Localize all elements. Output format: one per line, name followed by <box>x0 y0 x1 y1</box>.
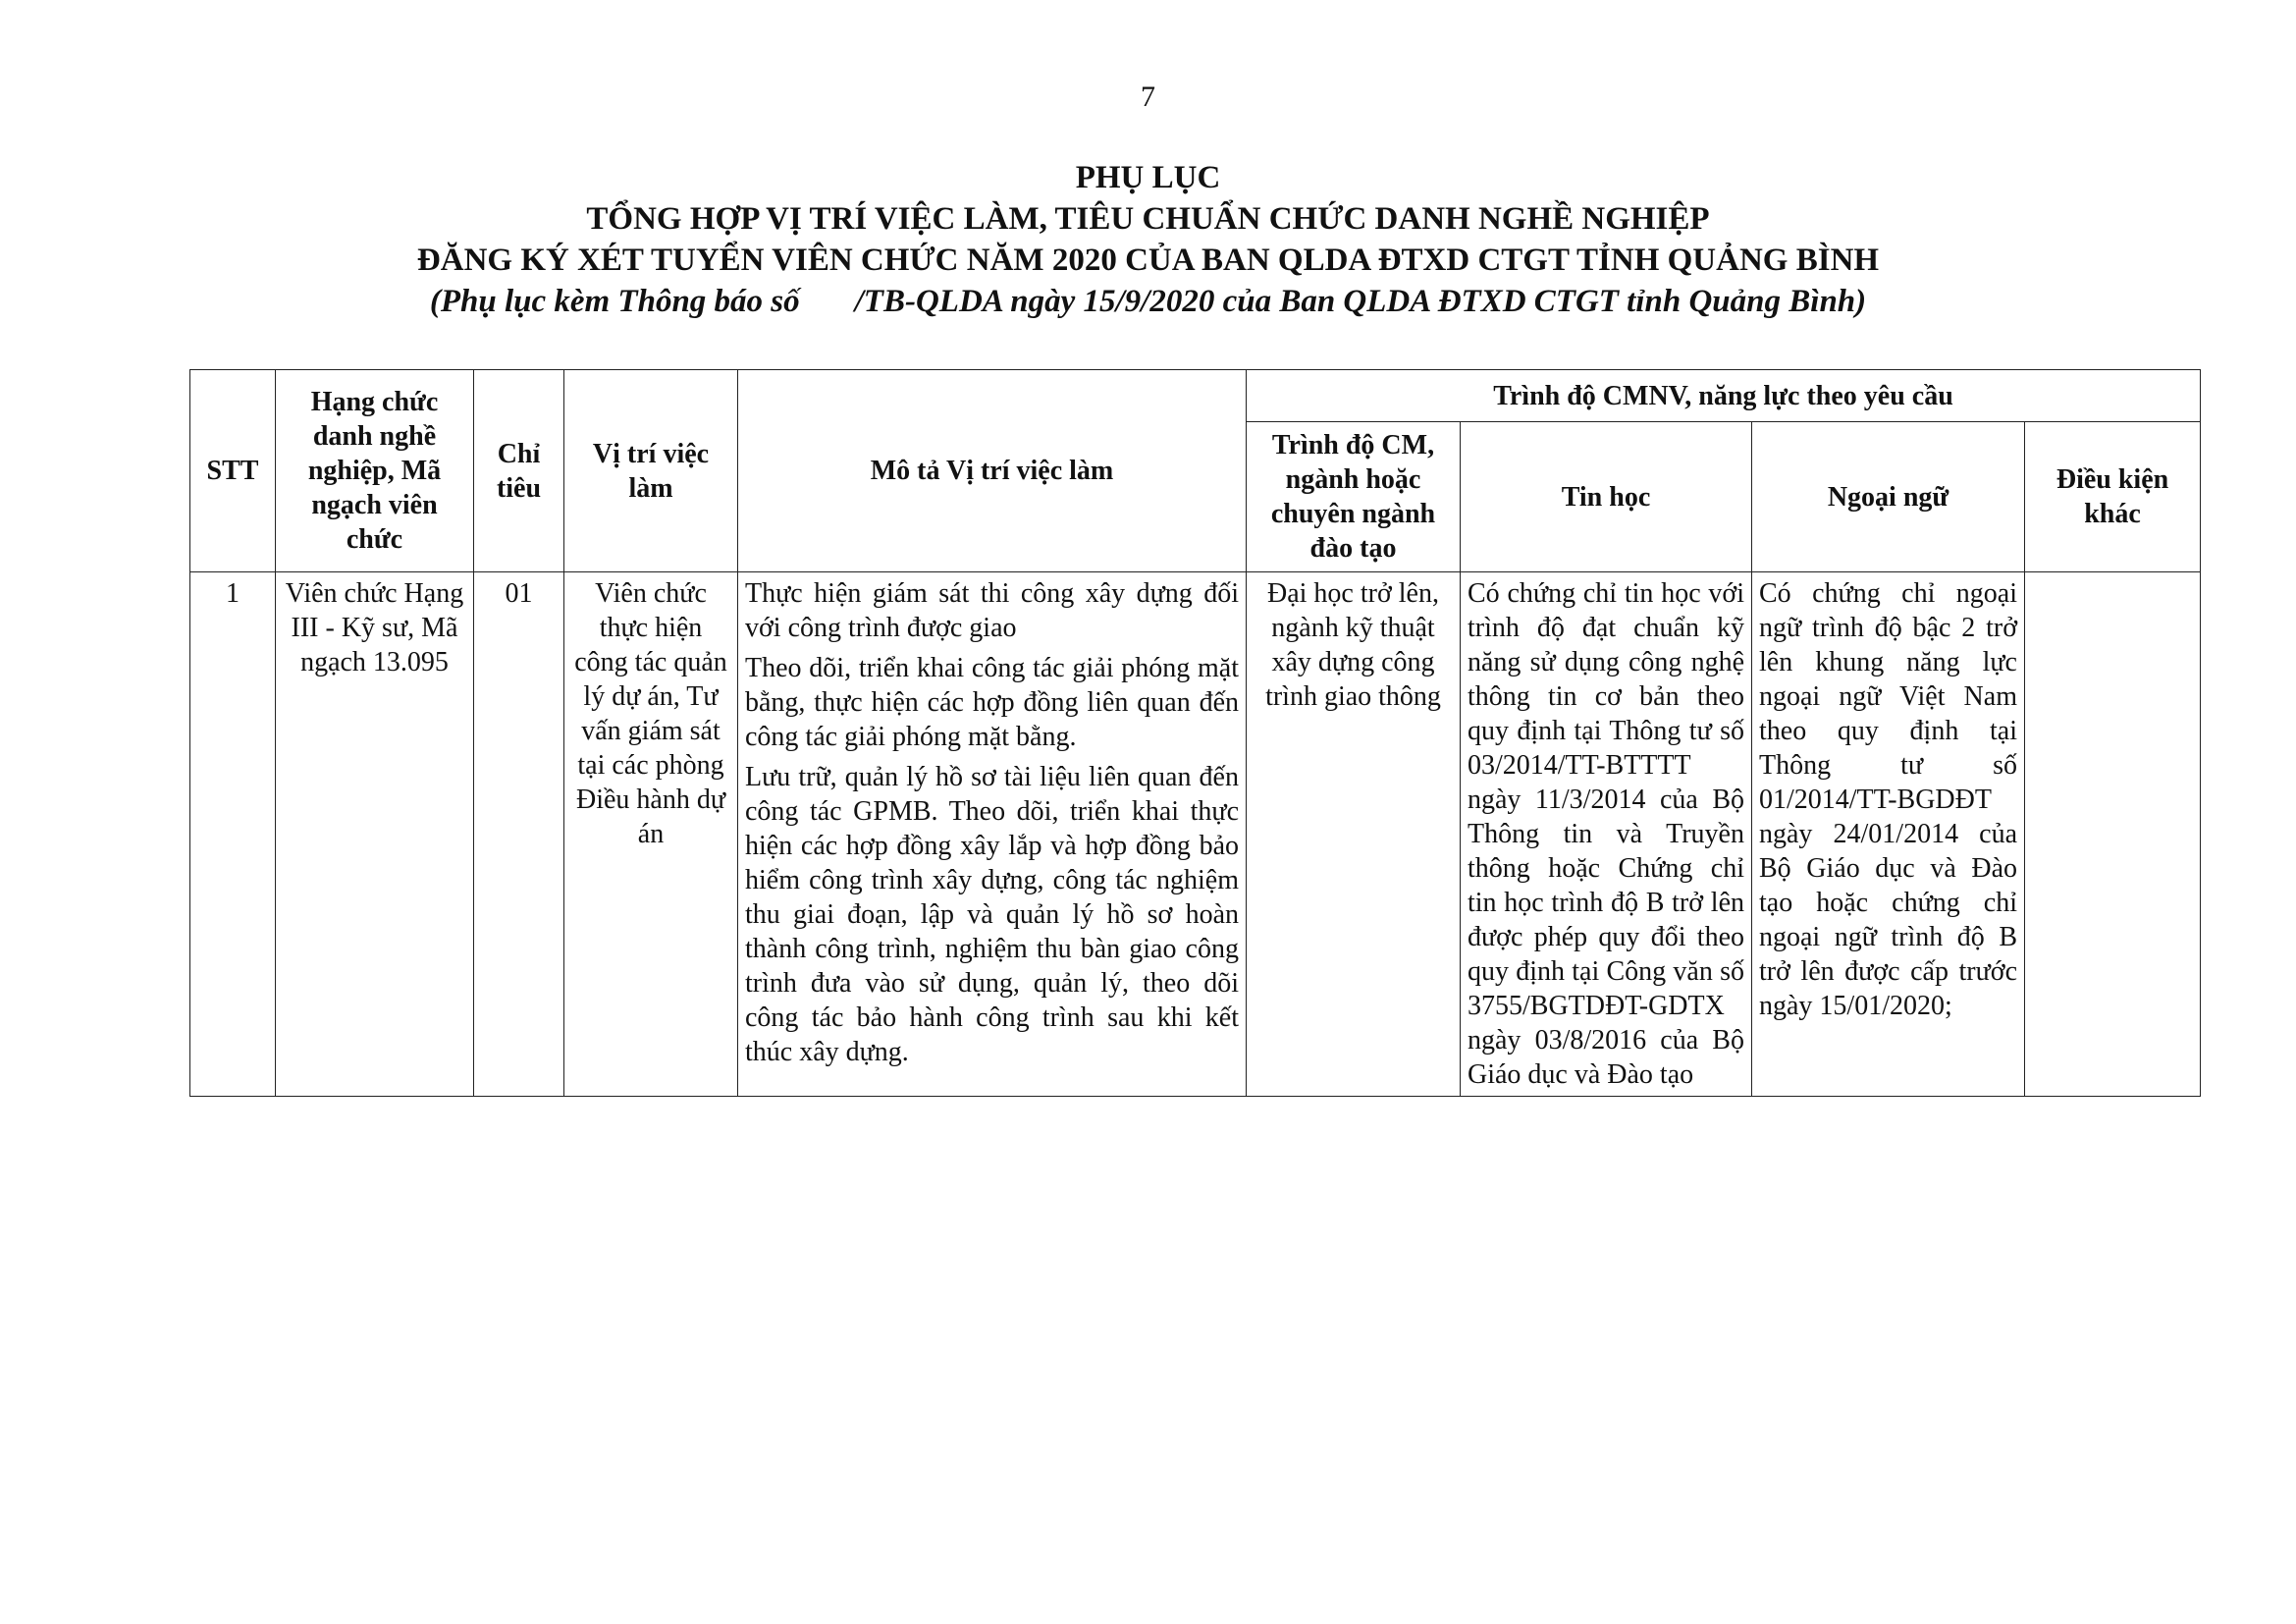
header-rank: Hạng chức danh nghề nghiệp, Mã ngạch viên chức <box>276 370 474 572</box>
header-position: Vị trí việc làm <box>564 370 738 572</box>
cell-foreign-language: Có chứng chỉ ngoại ngữ trình độ bậc 2 trở lên khung năng lực ngoại ngữ Việt Nam theo quy định tại Thông tư số 01/2014/TT-BGDĐT ngày 24/01/2014 của Bộ Giáo dục và Đào tạo hoặc chứng chỉ ngoại ngữ trình độ B trở lên được cấp trước ngày 15/01/2020; <box>1752 572 2025 1097</box>
cell-description <box>738 572 1247 1097</box>
cell-other-conditions <box>2025 572 2201 1097</box>
cell-it-skills: Có chứng chỉ tin học với trình độ đạt chuẩn kỹ năng sử dụng công nghệ thông tin cơ bản theo quy định tại Thông tư số 03/2014/TT-BTTTT ngày 11/3/2014 của Bộ Thông tin và Truyền thông hoặc Chứng chỉ tin học trình độ B trở lên được phép quy đổi theo quy định tại Công văn số 3755/BGTDĐT-GDTX ngày 03/8/2016 của Bộ Giáo dục và Đào tạo <box>1461 572 1752 1097</box>
cell-position: Viên chức thực hiện công tác quản lý dự án, Tư vấn giám sát tại các phòng Điều hành dự án <box>564 572 738 1097</box>
document-heading <box>0 157 2296 322</box>
heading-line-2: TỔNG HỢP VỊ TRÍ VIỆC LÀM, TIÊU CHUẨN CHỨC DANH NGHỀ NGHIỆP <box>586 201 1710 237</box>
heading-subtitle <box>0 281 2296 322</box>
header-stt: STT <box>190 370 276 572</box>
header-foreign-language: Ngoại ngữ <box>1752 422 2025 572</box>
page-number: 7 <box>1141 81 1155 113</box>
header-it-skills: Tin học <box>1461 422 1752 572</box>
subtitle-part-1: (Phụ lục kèm Thông báo số <box>429 284 800 319</box>
header-row-1 <box>190 370 2201 422</box>
header-qualification: Trình độ CM, ngành hoặc chuyên ngành đào tạo <box>1247 422 1461 572</box>
cell-quota: 01 <box>474 572 564 1097</box>
description-paragraph: Lưu trữ, quản lý hồ sơ tài liệu liên quan đến công tác GPMB. Theo dõi, triển khai thực hiện các hợp đồng xây lắp và hợp đồng bảo hiểm công trình xây dựng, công tác nghiệm thu giai đoạn, lập và quản lý hồ sơ hoàn thành công trình, nghiệm thu bàn giao công trình đưa vào sử dụng, quản lý, theo dõi công tác bảo hành công trình sau khi kết thúc xây dựng. <box>745 762 1239 1067</box>
cell-stt: 1 <box>190 572 276 1097</box>
description-paragraph: Thực hiện giám sát thi công xây dựng đối với công trình được giao <box>745 578 1239 643</box>
cell-rank: Viên chức Hạng III - Kỹ sư, Mã ngạch 13.095 <box>276 572 474 1097</box>
cell-qualification: Đại học trở lên, ngành kỹ thuật xây dựng công trình giao thông <box>1247 572 1461 1097</box>
table-row <box>190 572 2201 1097</box>
subtitle-part-2: /TB-QLDA ngày 15/9/2020 của Ban QLDA ĐTXD CTGT tỉnh Quảng Bình) <box>854 284 1867 319</box>
header-description: Mô tả Vị trí việc làm <box>738 370 1247 572</box>
header-other-conditions: Điều kiện khác <box>2025 422 2201 572</box>
job-position-table <box>189 369 2201 1097</box>
header-quota: Chỉ tiêu <box>474 370 564 572</box>
header-requirements-group: Trình độ CMNV, năng lực theo yêu cầu <box>1247 370 2201 422</box>
description-paragraph: Theo dõi, triển khai công tác giải phóng mặt bằng, thực hiện các hợp đồng liên quan đến công tác giải phóng mặt bằng. <box>745 653 1239 752</box>
heading-line-3: ĐĂNG KÝ XÉT TUYỂN VIÊN CHỨC NĂM 2020 CỦA BAN QLDA ĐTXD CTGT TỈNH QUẢNG BÌNH <box>416 243 1880 278</box>
heading-title: PHỤ LỤC <box>1075 160 1221 195</box>
